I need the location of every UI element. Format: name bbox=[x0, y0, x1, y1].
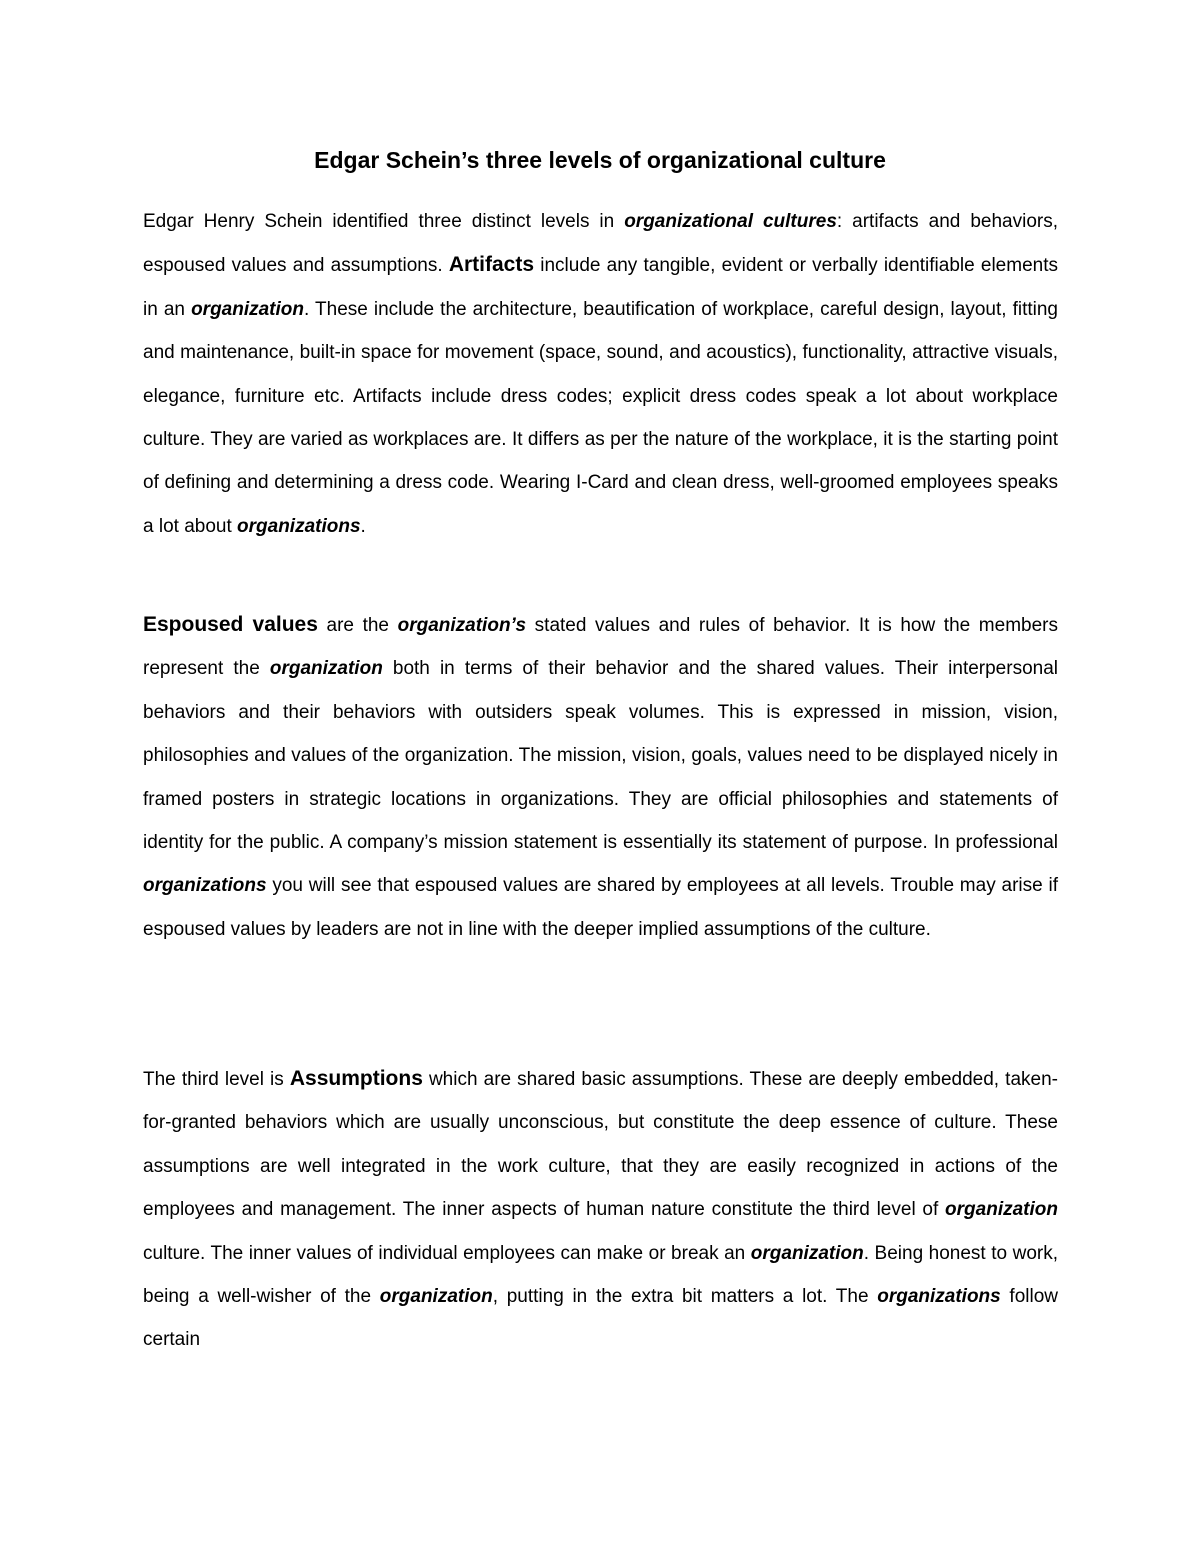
emphasis-term: organization bbox=[750, 1242, 864, 1264]
paragraph-artifacts bbox=[143, 200, 1058, 548]
emphasis-term: organizations bbox=[143, 875, 267, 897]
emphasis-term: organization bbox=[191, 298, 305, 320]
text-run: The third level is bbox=[143, 1069, 290, 1090]
text-run: which are shared basic assumptions. These are deeply embedded, taken-for-granted behaviors which are usually unconscious, but constitute the deep essence of culture. These assumptions are well integrated in the work culture, that they are easily recognized in actions of the employees and management. The inner aspects of human nature constitute the third level of bbox=[143, 1069, 1058, 1221]
emphasis-term: organizations bbox=[237, 515, 361, 537]
text-run: . Being honest to work, being a well-wisher of the bbox=[143, 1242, 1058, 1308]
emphasis-term: organization bbox=[269, 658, 383, 680]
emphasis-term: organization bbox=[379, 1286, 493, 1308]
paragraph-espoused-values bbox=[143, 603, 1058, 951]
text-run: you will see that espoused values are shared by employees at all levels. Trouble may arise if espoused values by leaders are not in line with the deeper implied assumptions of the culture. bbox=[143, 875, 1058, 940]
text-run: . These include the architecture, beautification of workplace, careful design, layout, fitting and maintenance, built-in space for movement (space, sound, and acoustics), functionality, attractive visuals, elegance, furniture etc. Artifacts include dress codes; explicit dress codes speak a lot about workplace culture. They are varied as workplaces are. It differs as per the nature of the workplace, it is the starting point of defining and determining a dress code. Wearing I-Card and clean dress, well-groomed employees speaks a lot about bbox=[143, 298, 1058, 537]
emphasis-term: organizations bbox=[877, 1286, 1001, 1308]
document-title: Edgar Schein’s three levels of organizational culture bbox=[314, 147, 886, 173]
text-run: both in terms of their behavior and the shared values. Their interpersonal behaviors and their behaviors with outsiders speak volumes. This is expressed in mission, vision, philosophies and values of the organization. The mission, vision, goals, values need to be displayed nicely in framed posters in strategic locations in organizations. They are official philosophies and statements of identity for the public. A company’s mission statement is essentially its statement of purpose. In professional bbox=[143, 658, 1058, 854]
emphasis-term: organization’s bbox=[397, 615, 527, 636]
emphasis-term: organizational cultures bbox=[624, 211, 837, 232]
text-run: stated values and rules of behavior. It is how the members represent the bbox=[143, 615, 1058, 680]
text-run: are the bbox=[317, 615, 398, 636]
text-run: include any tangible, evident or verbally identifiable elements in an bbox=[143, 255, 1058, 320]
emphasis-term: organization bbox=[945, 1199, 1058, 1221]
text-run: culture. The inner values of individual employees can make or break an bbox=[143, 1242, 751, 1264]
text-run: . bbox=[360, 515, 366, 537]
keyword-assumptions: Assumptions bbox=[289, 1067, 423, 1090]
text-run: , putting in the extra bit matters a lot. The bbox=[492, 1286, 878, 1308]
text-run: : artifacts and behaviors, espoused values and assumptions. bbox=[143, 211, 1058, 277]
keyword-espoused-values: Espoused values bbox=[143, 613, 318, 636]
keyword-artifacts: Artifacts bbox=[448, 253, 535, 277]
text-run: Edgar Henry Schein identified three distinct levels in bbox=[143, 211, 625, 232]
text-run: follow certain bbox=[143, 1286, 1059, 1351]
paragraph-assumptions bbox=[143, 1057, 1058, 1362]
